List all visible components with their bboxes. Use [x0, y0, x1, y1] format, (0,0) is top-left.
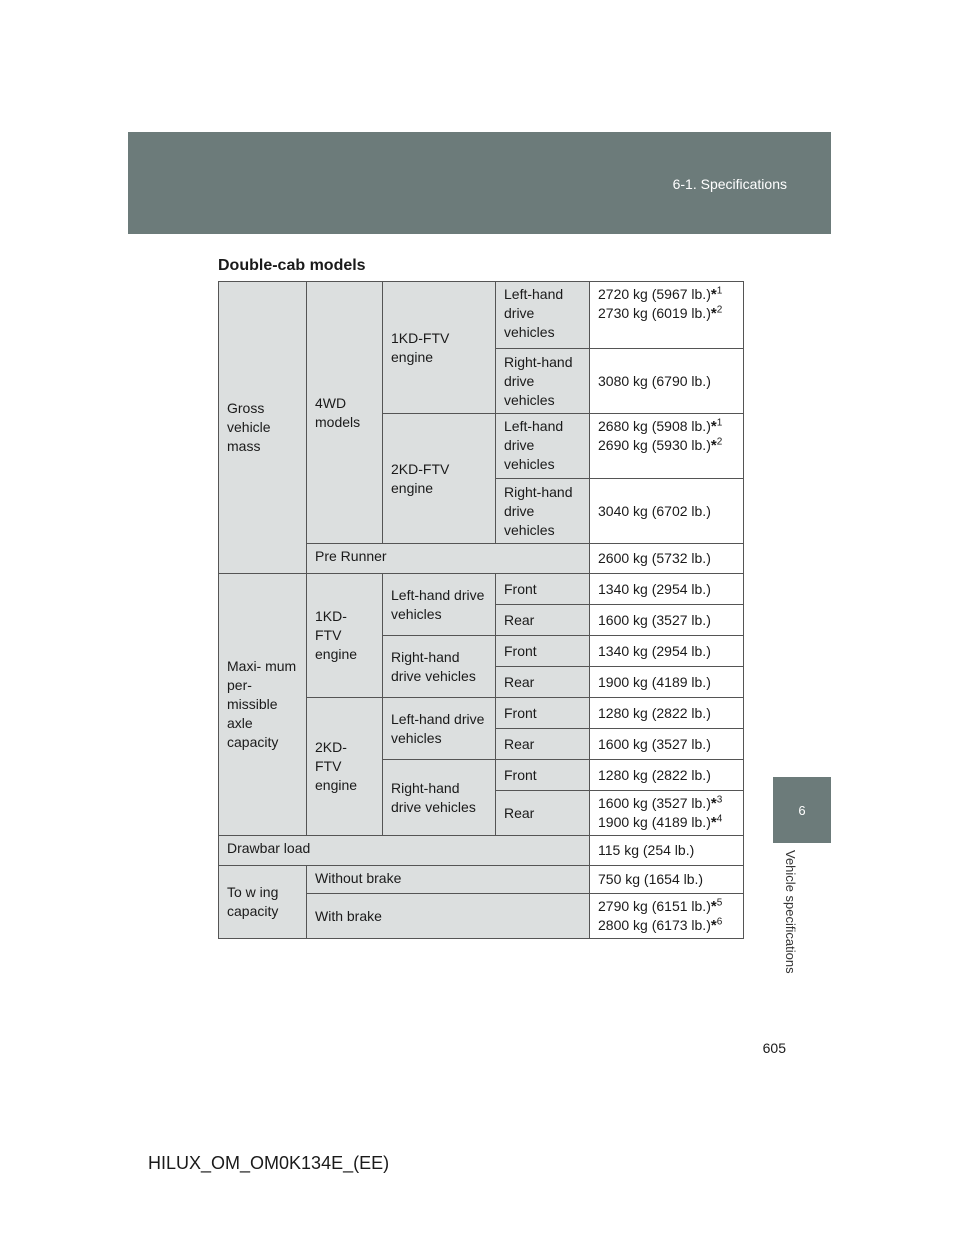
gvm-engine-2kd: 2KD-FTV engine: [383, 414, 496, 544]
table-row: [219, 574, 744, 605]
table-row: [219, 836, 744, 866]
footnote-number: 4: [716, 813, 723, 825]
table-row: [219, 866, 744, 894]
gvm-2kd-lhd-value: [590, 414, 744, 479]
value-line: 2730 kg (6019 lb.): [598, 305, 711, 321]
footnote-number: 5: [716, 897, 723, 909]
gvm-1kd-rhd-label: Right-hand drive vehicles: [496, 349, 590, 414]
page-number: 605: [762, 1040, 786, 1056]
footnote-asterisk: *: [710, 437, 717, 454]
footnote-asterisk: *: [710, 286, 717, 303]
value-line: 2680 kg (5908 lb.): [598, 418, 711, 434]
value-line: 2720 kg (5967 lb.): [598, 286, 711, 302]
axle-front-label: Front: [496, 636, 590, 667]
axle-2kd-rhd-rear: [590, 791, 744, 836]
chapter-label: Vehicle specifications: [783, 850, 798, 974]
gvm-group: 4WD models: [307, 282, 383, 544]
gvm-2kd-lhd-label: Left-hand drive vehicles: [496, 414, 590, 479]
value-line: 2800 kg (6173 lb.): [598, 917, 711, 933]
drawbar-value: 115 kg (254 lb.): [590, 836, 744, 866]
specifications-table: [218, 281, 744, 939]
header-band: [128, 132, 831, 234]
footnote-asterisk: *: [710, 814, 717, 831]
drawbar-label: Drawbar load: [219, 836, 590, 866]
value-line: 2790 kg (6151 lb.): [598, 898, 711, 914]
prerunner-label: Pre Runner: [307, 544, 590, 574]
chapter-tab: [773, 777, 831, 843]
axle-2kd-rhd-front: 1280 kg (2822 lb.): [590, 760, 744, 791]
axle-rear-label: Rear: [496, 729, 590, 760]
towing-with-brake-value: [590, 894, 744, 939]
footnote-asterisk: *: [710, 898, 717, 915]
axle-2kd-rhd-label: Right-hand drive vehicles: [383, 760, 496, 836]
towing-with-brake-label: With brake: [307, 894, 590, 939]
towing-label: To w ing capacity: [219, 866, 307, 939]
footnote-number: 6: [716, 916, 723, 928]
gvm-1kd-rhd-value: 3080 kg (6790 lb.): [590, 349, 744, 414]
chapter-number: 6: [798, 802, 806, 818]
footnote-number: 1: [716, 285, 723, 297]
axle-1kd-rhd-rear: 1900 kg (4189 lb.): [590, 667, 744, 698]
section-title: Double-cab models: [218, 257, 366, 274]
section-header: 6-1. Specifications: [672, 176, 787, 192]
document-code: HILUX_OM_OM0K134E_(EE): [148, 1153, 390, 1173]
footnote-asterisk: *: [710, 305, 717, 322]
axle-1kd-rhd-front: 1340 kg (2954 lb.): [590, 636, 744, 667]
axle-1kd-lhd-front: 1340 kg (2954 lb.): [590, 574, 744, 605]
value-line: 2690 kg (5930 lb.): [598, 437, 711, 453]
axle-2kd-lhd-rear: 1600 kg (3527 lb.): [590, 729, 744, 760]
axle-1kd-rhd-label: Right-hand drive vehicles: [383, 636, 496, 698]
gvm-2kd-rhd-label: Right-hand drive vehicles: [496, 479, 590, 544]
footnote-asterisk: *: [710, 917, 717, 934]
axle-2kd-lhd-front: 1280 kg (2822 lb.): [590, 698, 744, 729]
towing-without-brake-label: Without brake: [307, 866, 590, 894]
prerunner-value: 2600 kg (5732 lb.): [590, 544, 744, 574]
axle-1kd-lhd-rear: 1600 kg (3527 lb.): [590, 605, 744, 636]
axle-label: Maxi- mum per- missible axle capacity: [219, 574, 307, 836]
footnote-number: 2: [716, 436, 723, 448]
table-row: [219, 282, 744, 349]
value-line: 1600 kg (3527 lb.): [598, 795, 711, 811]
gvm-1kd-lhd-value: [590, 282, 744, 349]
axle-front-label: Front: [496, 698, 590, 729]
footnote-number: 3: [716, 794, 723, 806]
gvm-1kd-lhd-label: Left-hand drive vehicles: [496, 282, 590, 349]
gvm-engine-1kd: 1KD-FTV engine: [383, 282, 496, 414]
axle-rear-label: Rear: [496, 791, 590, 836]
axle-engine-2kd: 2KD- FTV engine: [307, 698, 383, 836]
towing-without-brake-value: 750 kg (1654 lb.): [590, 866, 744, 894]
value-line: 1900 kg (4189 lb.): [598, 814, 711, 830]
axle-2kd-lhd-label: Left-hand drive vehicles: [383, 698, 496, 760]
axle-rear-label: Rear: [496, 667, 590, 698]
gvm-2kd-rhd-value: 3040 kg (6702 lb.): [590, 479, 744, 544]
footnote-asterisk: *: [710, 418, 717, 435]
axle-engine-1kd: 1KD- FTV engine: [307, 574, 383, 698]
footnote-number: 2: [716, 304, 723, 316]
footnote-number: 1: [716, 417, 723, 429]
footnote-asterisk: *: [710, 795, 717, 812]
axle-rear-label: Rear: [496, 605, 590, 636]
axle-front-label: Front: [496, 574, 590, 605]
axle-1kd-lhd-label: Left-hand drive vehicles: [383, 574, 496, 636]
axle-front-label: Front: [496, 760, 590, 791]
gvm-label: Gross vehicle mass: [219, 282, 307, 574]
